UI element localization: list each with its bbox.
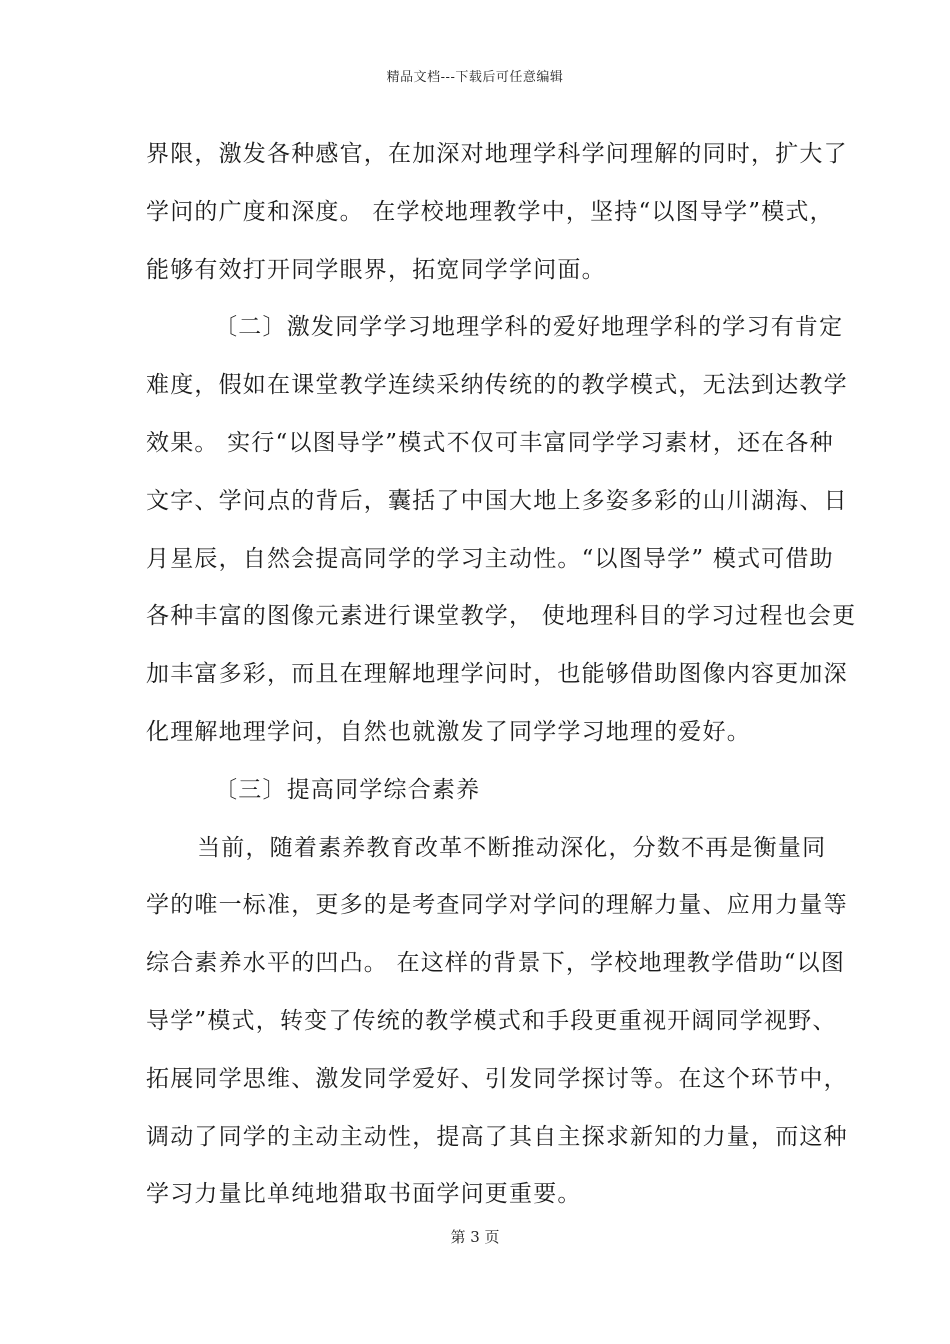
body-line: 各种丰富的图像元素进行课堂教学， 使地理科目的学习过程也会更 — [146, 603, 857, 630]
body-line: 效果。 实行“以图导学”模式不仅可丰富同学学习素材，还在各种 — [146, 429, 834, 456]
section-heading-line: 〔二〕激发同学学习地理学科的爱好地理学科的学习有肯定 — [146, 314, 844, 341]
body-line: 能够有效打开同学眼界，拓宽同学学问面。 — [146, 256, 606, 283]
body-line: 拓展同学思维、激发同学爱好、引发同学探讨等。在这个环节中， — [146, 1065, 848, 1092]
body-line: 学习力量比单纯地猎取书面学问更重要。 — [146, 1181, 582, 1208]
body-line: 月星辰，自然会提高同学的学习主动性。“以图导学” 模式可借助 — [146, 545, 834, 572]
body-line: 调动了同学的主动主动性，提高了其自主探求新知的力量，而这种 — [146, 1123, 848, 1150]
body-line: 学问的广度和深度。 在学校地理教学中，坚持“以图导学”模式， — [146, 198, 834, 225]
page-header: 精品文档---下载后可任意编辑 — [386, 70, 564, 85]
body-line: 文字、学问点的背后，囊括了中国大地上多姿多彩的山川湖海、日 — [146, 487, 848, 514]
body-line: 难度，假如在课堂教学连续采纳传统的的教学模式，无法到达教学 — [146, 372, 848, 399]
document-body — [146, 126, 857, 1224]
body-line: 学的唯一标准，更多的是考查同学对学问的理解力量、应用力量等 — [146, 892, 848, 919]
body-line: 化理解地理学问，自然也就激发了同学学习地理的爱好。 — [146, 718, 751, 745]
body-line: 综合素养水平的凹凸。 在这样的背景下，学校地理教学借助“以图 — [146, 950, 846, 977]
body-line: 界限，激发各种感官，在加深对地理学科学问理解的同时，扩大了 — [146, 141, 848, 167]
page-number: 第 3 页 — [450, 1228, 500, 1246]
body-line: 当前，随着素养教育改革不断推动深化，分数不再是衡量同 — [146, 834, 827, 861]
section-heading: 〔三〕提高同学综合素养 — [146, 776, 481, 803]
body-line: 导学”模式，转变了传统的教学模式和手段更重视开阔同学视野、 — [146, 1007, 837, 1034]
body-line: 加丰富多彩，而且在理解地理学问时，也能够借助图像内容更加深 — [146, 661, 848, 688]
